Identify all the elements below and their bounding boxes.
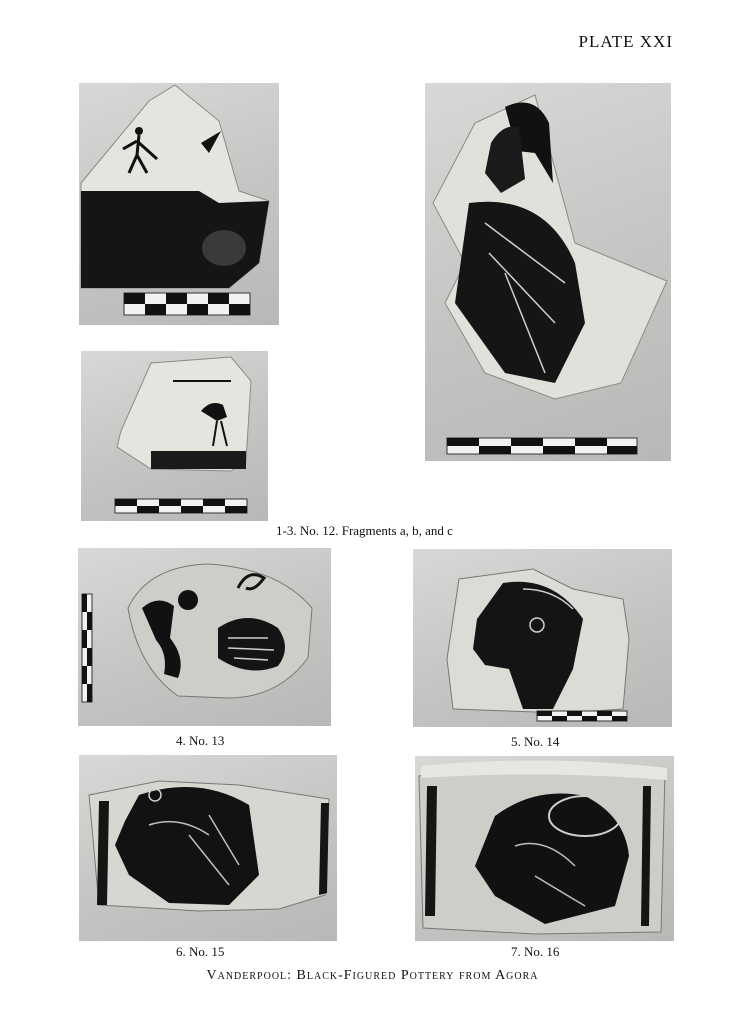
photo-fragment-4 xyxy=(78,548,331,726)
photo-fragment-1 xyxy=(79,83,279,325)
photo-fragment-7 xyxy=(415,756,674,941)
caption-figures-1-3: 1-3. No. 12. Fragments a, b, and c xyxy=(276,523,453,538)
caption-figure-7: 7. No. 16 xyxy=(511,944,560,959)
caption-figure-6: 6. No. 15 xyxy=(176,944,225,959)
caption-figure-5: 5. No. 14 xyxy=(511,734,560,749)
photo-fragment-6 xyxy=(79,755,337,941)
photo-fragment-5 xyxy=(413,549,672,727)
photo-fragment-3 xyxy=(425,83,671,461)
plate-footer-title: Vanderpool: Black-Figured Pottery from Agora xyxy=(206,968,539,983)
photo-fragment-2 xyxy=(81,351,268,521)
plate-title: PLATE XXI xyxy=(578,32,673,51)
caption-figure-4: 4. No. 13 xyxy=(176,733,225,748)
